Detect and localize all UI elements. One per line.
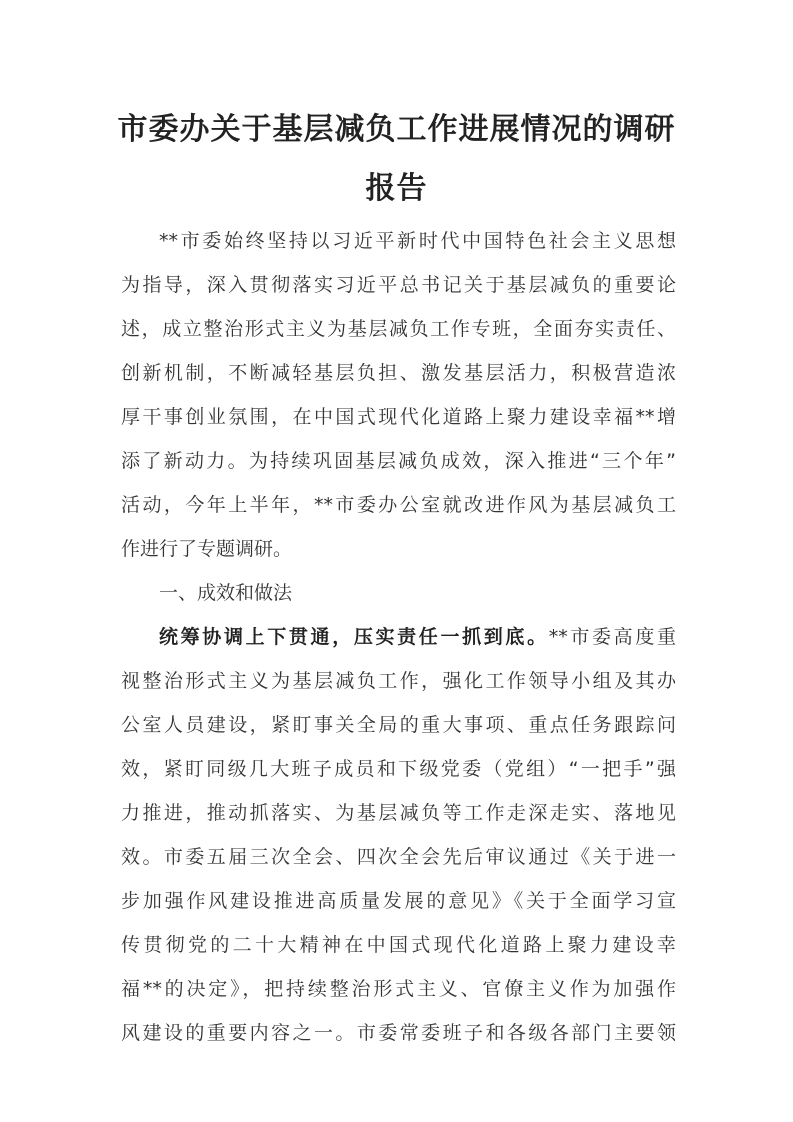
- paragraph-2-line-5: 力推进，推动抓落实、为基层减负等工作走深走实、落地见: [121, 802, 676, 824]
- paragraph-1-line-5: 厚干事创业氛围，在中国式现代化道路上聚力建设幸福**增: [121, 406, 676, 428]
- paragraph-2-bold-lead: 统筹协调上下贯通，压实责任一抓到底。: [159, 626, 549, 648]
- paragraph-1-line-2: 为指导，深入贯彻落实习近平总书记关于基层减负的重要论: [121, 274, 676, 296]
- paragraph-1-line-1: **市委始终坚持以习近平新时代中国特色社会主义思想: [159, 230, 676, 252]
- paragraph-1-line-6: 添了新动力。为持续巩固基层减负成效，深入推进“三个年”: [121, 450, 676, 472]
- paragraph-2-line-7: 步加强作风建设推进高质量发展的意见》《关于全面学习宣: [121, 890, 676, 912]
- document-title-line-1: 市委办关于基层减负工作进展情况的调研: [117, 112, 676, 147]
- paragraph-2-line-1: [159, 615, 676, 659]
- paragraph-2-line-10: 风建设的重要内容之一。市委常委班子和各级各部门主要领: [121, 1022, 676, 1044]
- paragraph-2-line-8: 传贯彻党的二十大精神在中国式现代化道路上聚力建设幸: [121, 934, 676, 956]
- paragraph-1-line-4: 创新机制，不断减轻基层负担、激发基层活力，积极营造浓: [121, 362, 676, 384]
- paragraph-2-line-3: 公室人员建设，紧盯事关全局的重大事项、重点任务跟踪问: [121, 714, 676, 736]
- paragraph-2-line-6: 效。市委五届三次全会、四次全会先后审议通过《关于进一: [121, 846, 676, 868]
- paragraph-2-line-2: 视整治形式主义为基层减负工作，强化工作领导小组及其办: [121, 670, 676, 692]
- paragraph-2-first-rest: **市委高度重: [548, 626, 676, 648]
- document-title-line-2: 报告: [365, 171, 428, 206]
- paragraph-1-line-3: 述，成立整治形式主义为基层减负工作专班，全面夯实责任、: [121, 318, 676, 340]
- paragraph-2-line-4: 效，紧盯同级几大班子成员和下级党委（党组）“一把手”强: [121, 758, 676, 780]
- paragraph-1-line-8: 作进行了专题调研。: [121, 538, 293, 560]
- paragraph-2-line-9: 福**的决定》，把持续整治形式主义、官僚主义作为加强作: [121, 978, 676, 1000]
- paragraph-1-line-7: 活动，今年上半年，**市委办公室就改进作风为基层减负工: [121, 494, 676, 516]
- section-1-heading: 一、成效和做法: [159, 582, 293, 604]
